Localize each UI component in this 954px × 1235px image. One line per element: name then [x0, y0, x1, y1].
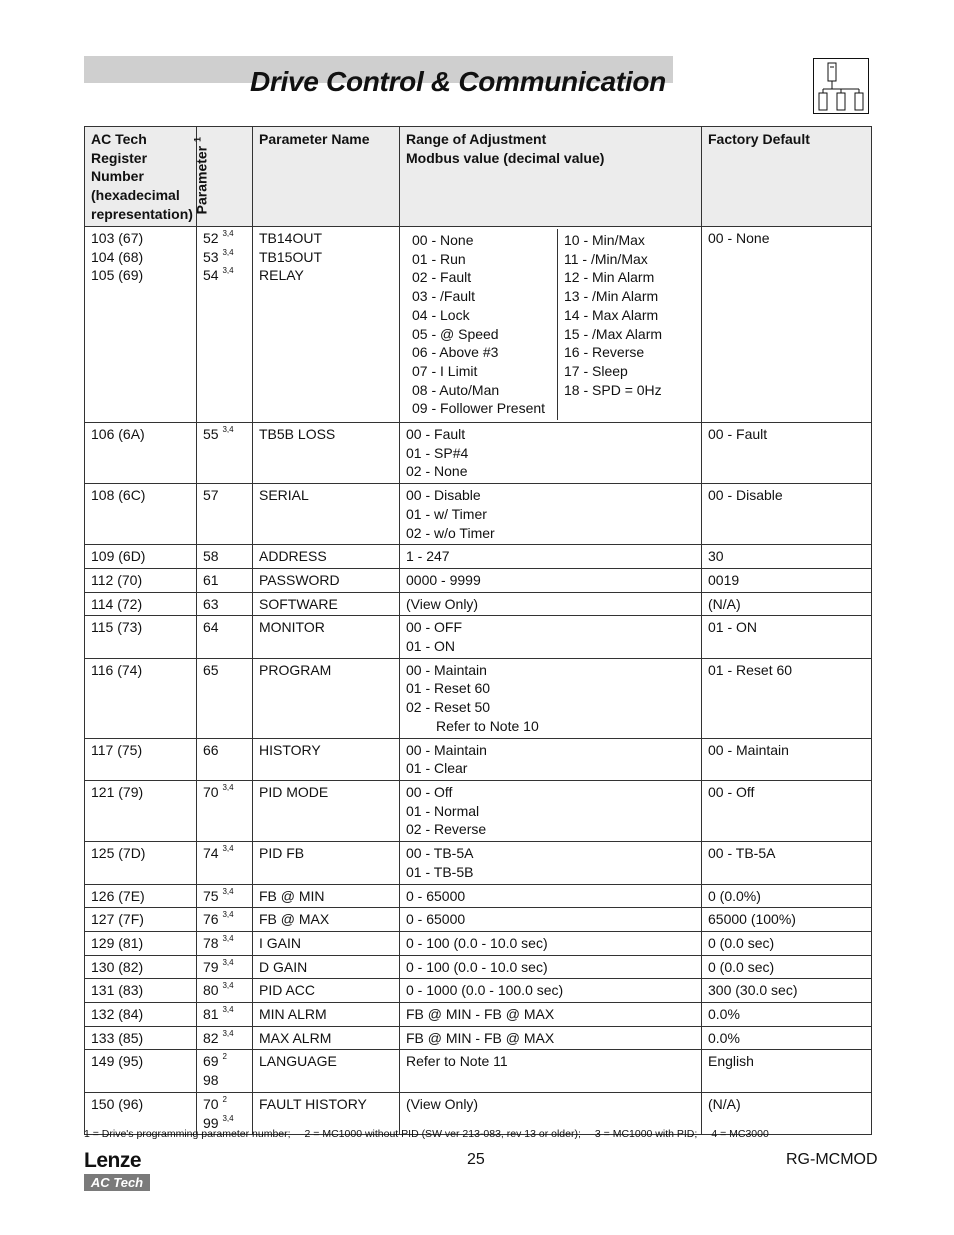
table-row: [85, 1050, 872, 1092]
range-option: 01 - SP#4: [406, 444, 469, 461]
register-cell: [85, 780, 197, 841]
factory-default: 00 - Disable: [708, 487, 783, 504]
table-row: [85, 955, 872, 979]
range-option: 01 - Clear: [406, 760, 468, 777]
header-line: Register: [91, 149, 148, 166]
parameter-name-cell: [253, 908, 400, 932]
header-register: [85, 127, 197, 227]
header-line: Modbus value (decimal value): [406, 149, 605, 166]
factory-default: 0 (0.0 sec): [708, 934, 775, 951]
register-cell: [85, 1050, 197, 1092]
table-row: [85, 884, 872, 908]
range-option: 09 - Follower Present: [412, 400, 546, 417]
footnote-ref: 3,4: [222, 981, 234, 991]
register-cell: [85, 658, 197, 738]
register-cell: [85, 484, 197, 545]
register-cell: [85, 592, 197, 616]
parameter-number: 99 $^{3,4}$: [203, 1113, 234, 1131]
parameter-number: 78 $^{3,4}$: [203, 933, 234, 951]
factory-default: 0.0%: [708, 1006, 740, 1023]
range-cell: [400, 884, 702, 908]
parameter-cell: [197, 616, 253, 658]
parameter-number: 74 $^{3,4}$: [203, 844, 234, 862]
range-cell: [400, 658, 702, 738]
page-title: Drive Control & Communication: [250, 66, 666, 97]
table-row: [85, 979, 872, 1003]
parameter-cell: [197, 842, 253, 884]
parameter-cell: [197, 738, 253, 780]
parameter-name-cell: [253, 931, 400, 955]
register-number: 114 (72): [91, 595, 143, 612]
range-option: 01 - Normal: [406, 802, 480, 819]
register-cell: [85, 955, 197, 979]
register-number: 104 (68): [91, 248, 144, 265]
parameter-number: 70 $^2$: [203, 1094, 227, 1112]
range-option: 02 - Reset 50: [406, 699, 491, 716]
parameter-name: PID MODE: [259, 783, 329, 800]
parameter-name: TB15OUT: [259, 248, 323, 265]
table-row: [85, 484, 872, 545]
parameter-name: D GAIN: [259, 958, 308, 975]
register-number: 117 (75): [91, 741, 143, 758]
parameter-number: 53 $^{3,4}$: [203, 247, 234, 265]
parameter-name: PROGRAM: [259, 661, 332, 678]
parameter-name-cell: [253, 592, 400, 616]
register-number: 106 (6A): [91, 426, 145, 443]
footnote-ref: 3,4: [222, 957, 234, 967]
range-option: 03 - /Fault: [412, 288, 476, 305]
range-cell: [400, 545, 702, 569]
footnote-ref: 3,4: [222, 933, 234, 943]
factory-default: 01 - ON: [708, 619, 758, 636]
parameter-number: 80 $^{3,4}$: [203, 981, 234, 999]
register-number: 131 (83): [91, 982, 144, 999]
range-option: 00 - Maintain: [406, 661, 487, 678]
register-number: 112 (70): [91, 571, 143, 588]
register-number: 126 (7E): [91, 887, 145, 904]
table-row: [85, 658, 872, 738]
register-cell: [85, 227, 197, 423]
footnote-ref: 3,4: [222, 782, 234, 792]
range-option: 07 - I Limit: [412, 362, 478, 379]
parameter-cell: [197, 484, 253, 545]
factory-default: 01 - Reset 60: [708, 661, 793, 678]
factory-default: English: [708, 1053, 754, 1070]
footnote-ref: 3,4: [222, 910, 234, 920]
range-option: 06 - Above #3: [412, 344, 499, 361]
parameter-name-cell: [253, 616, 400, 658]
range-option: 0 - 100 (0.0 - 10.0 sec): [406, 958, 548, 975]
range-option: 02 - Fault: [412, 269, 472, 286]
range-cell: [400, 1003, 702, 1027]
range-option: 14 - Max Alarm: [564, 306, 659, 323]
header-parameter: Parameter $^1$: [197, 127, 253, 227]
factory-default: 00 - Fault: [708, 426, 768, 443]
parameter-number: 82 $^{3,4}$: [203, 1028, 234, 1046]
default-cell: [702, 908, 872, 932]
register-cell: [85, 1026, 197, 1050]
range-option: 00 - None: [412, 232, 474, 248]
header-line: representation): [91, 205, 193, 222]
parameter-name-cell: [253, 568, 400, 592]
footnote-ref: 3,4: [222, 844, 234, 854]
factory-default: 00 - Maintain: [708, 741, 789, 758]
parameter-number: 75 $^{3,4}$: [203, 886, 234, 904]
range-option: 02 - None: [406, 463, 468, 480]
footnote-ref: 3,4: [222, 1005, 234, 1015]
range-option: 00 - OFF: [406, 619, 463, 636]
factory-default: 0.0%: [708, 1029, 740, 1046]
parameter-name: SERIAL: [259, 487, 309, 504]
parameter-cell: [197, 658, 253, 738]
factory-default: 00 - TB-5A: [708, 845, 776, 862]
table-row: [85, 738, 872, 780]
register-cell: [85, 979, 197, 1003]
parameter-name: ADDRESS: [259, 548, 327, 565]
default-cell: [702, 592, 872, 616]
range-cell: [400, 1026, 702, 1050]
register-cell: [85, 423, 197, 484]
lenze-ac-tech-logo: Lenze AC Tech: [84, 1150, 152, 1194]
range-option: 01 - TB-5B: [406, 863, 474, 880]
factory-default: (N/A): [708, 1095, 741, 1112]
register-cell: [85, 931, 197, 955]
range-cell: [400, 780, 702, 841]
parameter-name: SOFTWARE: [259, 595, 338, 612]
page-number: 25: [467, 1151, 485, 1168]
header-factory-default: Factory Default: [702, 127, 872, 227]
parameter-number: 57: [203, 487, 219, 504]
range-option: 1 - 247: [406, 548, 450, 565]
parameter-name: RELAY: [259, 267, 304, 284]
parameter-name-cell: [253, 1050, 400, 1092]
parameter-name: LANGUAGE: [259, 1053, 337, 1070]
parameter-name: FB @ MIN: [259, 887, 325, 904]
default-cell: [702, 568, 872, 592]
table-row: [85, 227, 872, 423]
default-cell: [702, 1003, 872, 1027]
document-id: RG-MCMOD: [786, 1151, 878, 1168]
parameter-cell: [197, 1026, 253, 1050]
table-row: [85, 545, 872, 569]
range-cell: [400, 842, 702, 884]
register-number: 127 (7F): [91, 911, 144, 928]
register-number: 125 (7D): [91, 845, 146, 862]
factory-default: 30: [708, 548, 724, 565]
factory-default: 0019: [708, 571, 740, 588]
register-number: 116 (74): [91, 661, 143, 678]
table-row: [85, 1026, 872, 1050]
range-cell: [400, 908, 702, 932]
table-row: [85, 1003, 872, 1027]
footnote-ref: 2: [222, 1094, 227, 1104]
range-option: FB @ MIN - FB @ MAX: [406, 1029, 555, 1046]
range-option: 13 - /Min Alarm: [564, 288, 659, 305]
register-number: 108 (6C): [91, 487, 146, 504]
table-row: [85, 592, 872, 616]
range-option: 16 - Reverse: [564, 344, 645, 361]
footnotes: [84, 1128, 783, 1140]
parameter-number: 54 $^{3,4}$: [203, 266, 234, 284]
parameter-name: TB14OUT: [259, 230, 323, 246]
parameter-name: PID ACC: [259, 982, 316, 999]
default-cell: 00 - None: [702, 227, 872, 423]
parameter-name-cell: [253, 227, 400, 423]
parameter-name-cell: [253, 423, 400, 484]
table-header-row: [85, 127, 872, 227]
register-number: 121 (79): [91, 783, 144, 800]
parameter-number: 76 $^{3,4}$: [203, 910, 234, 928]
default-cell: [702, 780, 872, 841]
range-option: 05 - @ Speed: [412, 325, 499, 342]
table-row: [85, 568, 872, 592]
table-row: [85, 842, 872, 884]
range-cell: [400, 568, 702, 592]
range-option: 0 - 65000: [406, 911, 466, 928]
range-option: 15 - /Max Alarm: [564, 325, 663, 342]
range-option: 0 - 65000: [406, 887, 466, 904]
parameter-name-cell: [253, 738, 400, 780]
factory-default: 300 (30.0 sec): [708, 982, 798, 999]
range-option: 18 - SPD = 0Hz: [564, 381, 662, 398]
parameter-name: MONITOR: [259, 619, 325, 636]
range-option: 0 - 1000 (0.0 - 100.0 sec): [406, 982, 564, 999]
register-cell: [85, 738, 197, 780]
table-row: [85, 616, 872, 658]
parameter-number: 65: [203, 661, 219, 678]
range-cell: [400, 423, 702, 484]
parameter-name: PASSWORD: [259, 571, 340, 588]
register-number: 109 (6D): [91, 548, 146, 565]
register-number: 115 (73): [91, 619, 143, 636]
parameter-name-cell: [253, 842, 400, 884]
register-cell: [85, 1003, 197, 1027]
range-cell: [400, 738, 702, 780]
parameter-cell: [197, 884, 253, 908]
footnote-ref: 3,4: [222, 247, 234, 257]
range-option: Refer to Note 11: [406, 1053, 508, 1070]
register-number: 129 (81): [91, 934, 144, 951]
range-option: (View Only): [406, 1095, 479, 1112]
default-cell: [702, 658, 872, 738]
register-cell: [85, 884, 197, 908]
parameter-name: MAX ALRM: [259, 1029, 332, 1046]
parameter-name: TB5B LOSS: [259, 426, 336, 443]
header-parameter-name: Parameter Name: [253, 127, 400, 227]
parameter-number: 69 $^2$: [203, 1052, 227, 1070]
table-row: [85, 931, 872, 955]
parameter-name: HISTORY: [259, 741, 321, 758]
parameter-number: 64: [203, 619, 219, 636]
range-option: 00 - Maintain: [406, 741, 487, 758]
range-option: 00 - TB-5A: [406, 845, 474, 862]
range-option: 10 - Min/Max: [564, 232, 645, 248]
register-number: 133 (85): [91, 1029, 144, 1046]
parameter-cell: [197, 780, 253, 841]
parameter-number: 70 $^{3,4}$: [203, 782, 234, 800]
parameter-name: I GAIN: [259, 934, 302, 951]
default-cell: [702, 884, 872, 908]
factory-default: 65000 (100%): [708, 911, 796, 928]
footnote-item: 1 = Drive's programming parameter number;: [84, 1128, 291, 1140]
parameter-name: MIN ALRM: [259, 1006, 327, 1023]
range-option: 08 - Auto/Man: [412, 381, 500, 398]
range-option: 01 - w/ Timer: [406, 505, 487, 522]
parameter-cell: [197, 931, 253, 955]
parameter-cell: [197, 908, 253, 932]
default-cell: [702, 484, 872, 545]
parameter-name-cell: [253, 1003, 400, 1027]
default-cell: [702, 979, 872, 1003]
header-range: [400, 127, 702, 227]
range-option: 02 - w/o Timer: [406, 524, 495, 541]
parameter-number: 58: [203, 548, 219, 565]
range-option: 02 - Reverse: [406, 821, 487, 838]
range-option: 00 - Fault: [406, 426, 466, 443]
header-line: AC Tech: [91, 131, 147, 147]
range-cell: [400, 227, 702, 423]
range-option: 01 - Reset 60: [406, 680, 491, 697]
default-cell: [702, 1026, 872, 1050]
factory-default: (N/A): [708, 595, 741, 612]
parameter-name: PID FB: [259, 845, 305, 862]
parameter-name-cell: [253, 658, 400, 738]
footnote-item: 3 = MC1000 with PID;: [594, 1128, 698, 1140]
footnote-ref: 3,4: [222, 229, 234, 238]
parameter-number: 52 $^{3,4}$: [203, 229, 234, 246]
parameter-number: 55 $^{3,4}$: [203, 425, 234, 443]
parameter-number: 66: [203, 741, 219, 758]
parameter-name-cell: [253, 1026, 400, 1050]
default-cell: [702, 842, 872, 884]
parameter-name-cell: [253, 884, 400, 908]
footnote-ref: 3,4: [222, 266, 234, 276]
range-cell: [400, 931, 702, 955]
network-diagram-icon: [813, 58, 869, 114]
table-row: [85, 780, 872, 841]
range-option: 11 - /Min/Max: [564, 250, 648, 267]
register-number: 103 (67): [91, 230, 144, 246]
register-cell: [85, 568, 197, 592]
footnote-ref: 2: [222, 1052, 227, 1062]
range-option: (View Only): [406, 595, 479, 612]
register-number: 130 (82): [91, 958, 144, 975]
range-cell: [400, 979, 702, 1003]
footnote-ref: 3,4: [222, 425, 234, 435]
parameter-name-cell: [253, 780, 400, 841]
range-option: 17 - Sleep: [564, 362, 628, 379]
default-cell: [702, 738, 872, 780]
header-line: (hexadecimal: [91, 187, 180, 204]
footnote-item: 4 = MC3000: [711, 1128, 769, 1140]
parameter-number: 63: [203, 595, 219, 612]
parameter-cell: [197, 227, 253, 423]
parameter-name-cell: [253, 979, 400, 1003]
parameter-number: 98: [203, 1072, 219, 1089]
factory-default: 0 (0.0 sec): [708, 958, 775, 975]
parameter-cell: [197, 545, 253, 569]
register-number: 105 (69): [91, 267, 144, 284]
register-cell: [85, 842, 197, 884]
parameter-number: 79 $^{3,4}$: [203, 957, 234, 975]
range-cell: [400, 955, 702, 979]
register-number: 149 (95): [91, 1053, 144, 1070]
parameter-number: 61: [203, 571, 219, 588]
parameter-number: 81 $^{3,4}$: [203, 1005, 234, 1023]
range-option: 00 - Disable: [406, 487, 481, 504]
default-cell: [702, 931, 872, 955]
parameter-name: FAULT HISTORY: [259, 1095, 367, 1112]
range-option: FB @ MIN - FB @ MAX: [406, 1006, 555, 1023]
parameter-name: FB @ MAX: [259, 911, 330, 928]
range-cell: [400, 484, 702, 545]
parameter-cell: [197, 592, 253, 616]
range-cell: [400, 592, 702, 616]
range-option: 0 - 100 (0.0 - 10.0 sec): [406, 934, 548, 951]
register-number: 132 (84): [91, 1006, 144, 1023]
register-number: 150 (96): [91, 1095, 144, 1112]
default-cell: [702, 955, 872, 979]
parameter-name-cell: [253, 955, 400, 979]
parameter-name-cell: [253, 545, 400, 569]
parameter-cell: [197, 423, 253, 484]
register-cell: [85, 908, 197, 932]
header-line: Number: [91, 168, 144, 185]
range-cell: [400, 616, 702, 658]
range-option: 00 - Off: [406, 783, 453, 800]
register-cell: [85, 616, 197, 658]
header-line: Range of Adjustment: [406, 131, 547, 147]
parameter-cell: [197, 979, 253, 1003]
range-option: 01 - ON: [406, 638, 456, 655]
range-option: 04 - Lock: [412, 306, 470, 323]
range-option: 01 - Run: [412, 250, 466, 267]
default-cell: [702, 423, 872, 484]
footnote-item: 2 = MC1000 without PID (SW ver 213-083, rev 13 or older);: [304, 1128, 581, 1140]
default-cell: [702, 545, 872, 569]
table-row: [85, 908, 872, 932]
table-row: [85, 423, 872, 484]
range-note: Refer to Note 10: [436, 717, 539, 734]
range-cell: [400, 1050, 702, 1092]
parameter-cell: [197, 568, 253, 592]
factory-default: 00 - Off: [708, 783, 755, 800]
register-cell: [85, 545, 197, 569]
default-cell: [702, 1050, 872, 1092]
range-option: 0000 - 9999: [406, 571, 481, 588]
footnote-ref: 3,4: [222, 1113, 234, 1123]
footnote-ref: 3,4: [222, 1028, 234, 1038]
factory-default: 0 (0.0%): [708, 887, 761, 904]
default-cell: [702, 616, 872, 658]
parameter-cell: [197, 955, 253, 979]
range-option: 12 - Min Alarm: [564, 269, 655, 286]
parameter-cell: [197, 1050, 253, 1092]
footnote-ref: 3,4: [222, 886, 234, 896]
parameter-name-cell: [253, 484, 400, 545]
parameter-cell: [197, 1003, 253, 1027]
parameter-table: [84, 126, 872, 1135]
